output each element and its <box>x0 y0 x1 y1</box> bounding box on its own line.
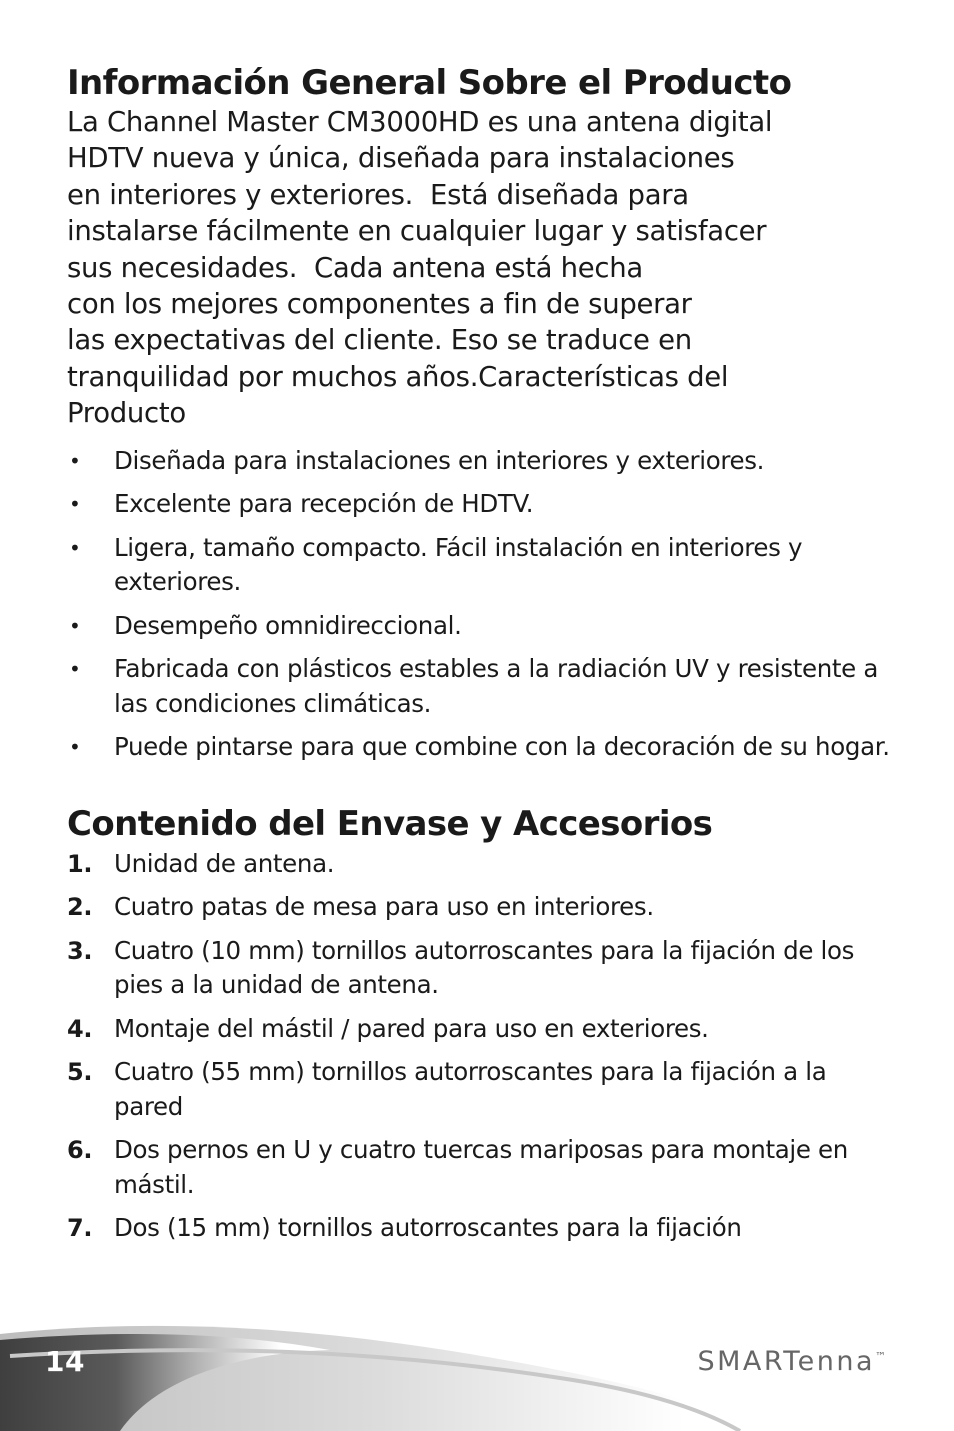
bullet-marker: • <box>69 448 81 473</box>
list-item <box>67 1012 897 1047</box>
product-info-heading: Información General Sobre el Producto <box>67 63 792 103</box>
brand-text-a: SMART <box>697 1346 798 1377</box>
feature-text: Diseñada para instalaciones en interiores y exteriores. <box>114 445 765 475</box>
item-text: Unidad de antena. <box>114 848 335 878</box>
package-contents-heading: Contenido del Envase y Accesorios <box>67 803 713 844</box>
bullet-marker: • <box>69 657 81 682</box>
bullet-marker: • <box>69 613 81 638</box>
feature-text: Ligera, tamaño compacto. Fácil instalación en interiores y exteriores. <box>114 532 803 597</box>
item-text: Montaje del mástil / pared para uso en exteriores. <box>114 1013 709 1043</box>
feature-text: Puede pintarse para que combine con la decoración de su hogar. <box>114 732 890 762</box>
list-item <box>67 531 897 600</box>
package-contents-list <box>67 847 897 1246</box>
item-number: 5. <box>67 1058 93 1087</box>
feature-text: Desempeño omnidireccional. <box>114 610 462 640</box>
list-item <box>67 444 897 479</box>
item-number: 4. <box>67 1014 93 1043</box>
bullet-marker: • <box>69 535 81 560</box>
item-number: 2. <box>67 893 93 922</box>
intro-line: instalarse fácilmente en cualquier lugar y satisfacer <box>67 215 767 248</box>
feature-text: Fabricada con plásticos estables a la radiación UV y resistente a las condiciones climáticas. <box>114 654 879 718</box>
package-contents-section <box>67 803 897 1246</box>
intro-line: en interiores y exteriores. Está diseñada para <box>67 178 689 211</box>
list-item <box>67 1211 897 1246</box>
features-list <box>67 444 897 765</box>
product-info-section <box>67 62 897 765</box>
item-text: Cuatro (55 mm) tornillos autorroscantes para la fijación a la pared <box>114 1057 827 1121</box>
item-text: Cuatro (10 mm) tornillos autorroscantes para la fijación de los pies a la unidad de antena. <box>114 935 855 1000</box>
list-item <box>67 1055 897 1124</box>
brand-text-b: enna <box>797 1346 875 1377</box>
intro-line: Producto <box>67 397 186 430</box>
item-text: Dos (15 mm) tornillos autorroscantes para la fijación <box>114 1213 742 1243</box>
brand-logo <box>698 1346 887 1377</box>
intro-line: con los mejores componentes a fin de superar <box>67 288 692 321</box>
item-number: 7. <box>67 1214 93 1243</box>
feature-text: Excelente para recepción de HDTV. <box>114 489 534 519</box>
item-text: Dos pernos en U y cuatro tuercas mariposas para montaje en mástil. <box>114 1135 848 1199</box>
bullet-marker: • <box>69 492 81 517</box>
page-number: 14 <box>45 1345 85 1378</box>
list-item <box>67 847 897 882</box>
intro-line: La Channel Master CM3000HD es una antena digital <box>67 106 773 138</box>
item-text: Cuatro patas de mesa para uso en interiores. <box>114 892 654 922</box>
list-item <box>67 487 897 522</box>
trademark-symbol: ™ <box>875 1350 886 1363</box>
item-number: 3. <box>67 936 93 965</box>
intro-line: HDTV nueva y única, diseñada para instalaciones <box>67 142 735 175</box>
intro-line: tranquilidad por muchos años.Características del <box>67 360 729 393</box>
product-info-intro <box>67 104 897 432</box>
list-item <box>67 730 897 765</box>
bullet-marker: • <box>69 735 81 760</box>
page-content <box>67 62 897 1255</box>
list-item <box>67 934 897 1003</box>
list-item <box>67 1133 897 1202</box>
intro-line: las expectativas del cliente. Eso se traduce en <box>67 324 692 357</box>
list-item <box>67 652 897 721</box>
item-number: 1. <box>67 849 93 878</box>
list-item <box>67 890 897 925</box>
item-number: 6. <box>67 1136 93 1165</box>
intro-line: sus necesidades. Cada antena está hecha <box>67 251 643 284</box>
list-item <box>67 609 897 644</box>
